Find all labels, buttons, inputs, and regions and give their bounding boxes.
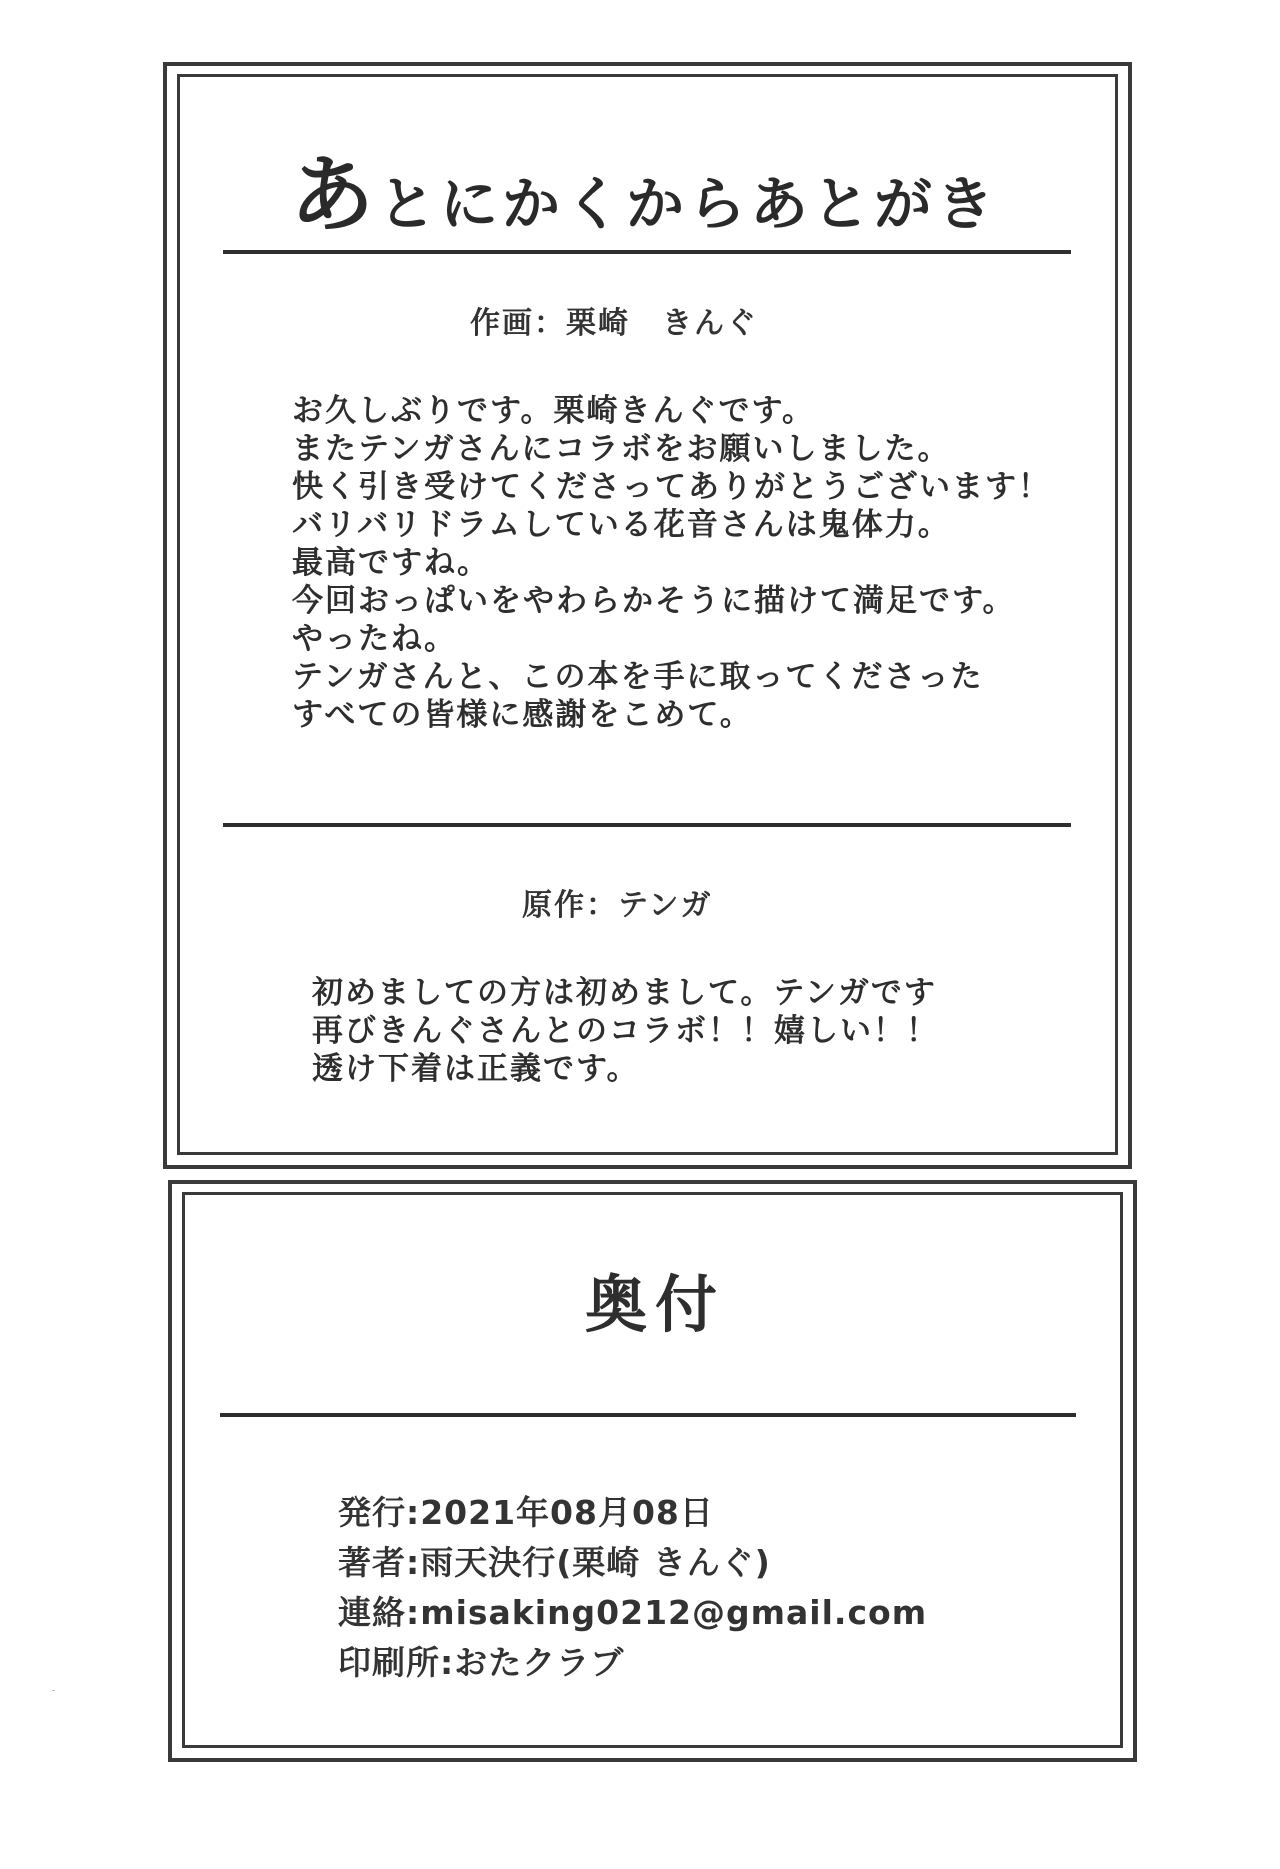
colophon-author: 著者:雨天決行(栗崎 きんぐ) <box>338 1543 771 1582</box>
artist-message-line: すべての皆様に感謝をこめて。 <box>292 697 753 733</box>
colophon-divider <box>220 1413 1076 1417</box>
afterword-title-rest: とにかくからあとがき <box>378 170 999 238</box>
colophon-entries <box>338 1488 927 1688</box>
colophon-publish-date: 発行:2021年08月08日 <box>338 1493 714 1532</box>
artist-message-line: 快く引き受けてくださってありがとうございます！ <box>292 469 1051 505</box>
artist-message-line: バリバリドラムしている花音さんは鬼体力。 <box>292 507 951 543</box>
artist-message-line: 最高ですね。 <box>292 545 490 581</box>
afterword-title <box>290 128 998 249</box>
afterword-title-first-char: あ <box>290 146 379 244</box>
original-message-line: 再びきんぐさんとのコラボ！！嬉しい！！ <box>312 1013 939 1049</box>
scan-speck <box>52 1690 55 1691</box>
section-divider <box>223 823 1071 827</box>
colophon-printer: 印刷所:おたクラブ <box>338 1643 625 1682</box>
original-message-line: 初めましての方は初めまして。テンガです <box>312 975 937 1011</box>
original-message <box>312 974 939 1088</box>
artist-message-line: 今回おっぱいをやわらかそうに描けて満足です。 <box>292 583 1016 619</box>
artist-message-line: テンガさんと、この本を手に取ってくださった <box>292 659 984 695</box>
title-divider <box>223 250 1071 254</box>
original-credit: 原作：テンガ <box>522 888 713 923</box>
colophon-contact: 連絡:misaking0212@gmail.com <box>338 1593 928 1632</box>
artist-message-line: お久しぶりです。栗崎きんぐです。 <box>292 393 816 429</box>
artist-message-line: またテンガさんにコラボをお願いしました。 <box>292 431 951 467</box>
colophon-title: 奥付 <box>585 1268 726 1341</box>
artist-message <box>292 392 1051 734</box>
original-message-line: 透け下着は正義です。 <box>312 1051 640 1087</box>
artist-credit: 作画：栗崎 きんぐ <box>470 306 758 341</box>
artist-message-line: やったね。 <box>292 621 457 657</box>
